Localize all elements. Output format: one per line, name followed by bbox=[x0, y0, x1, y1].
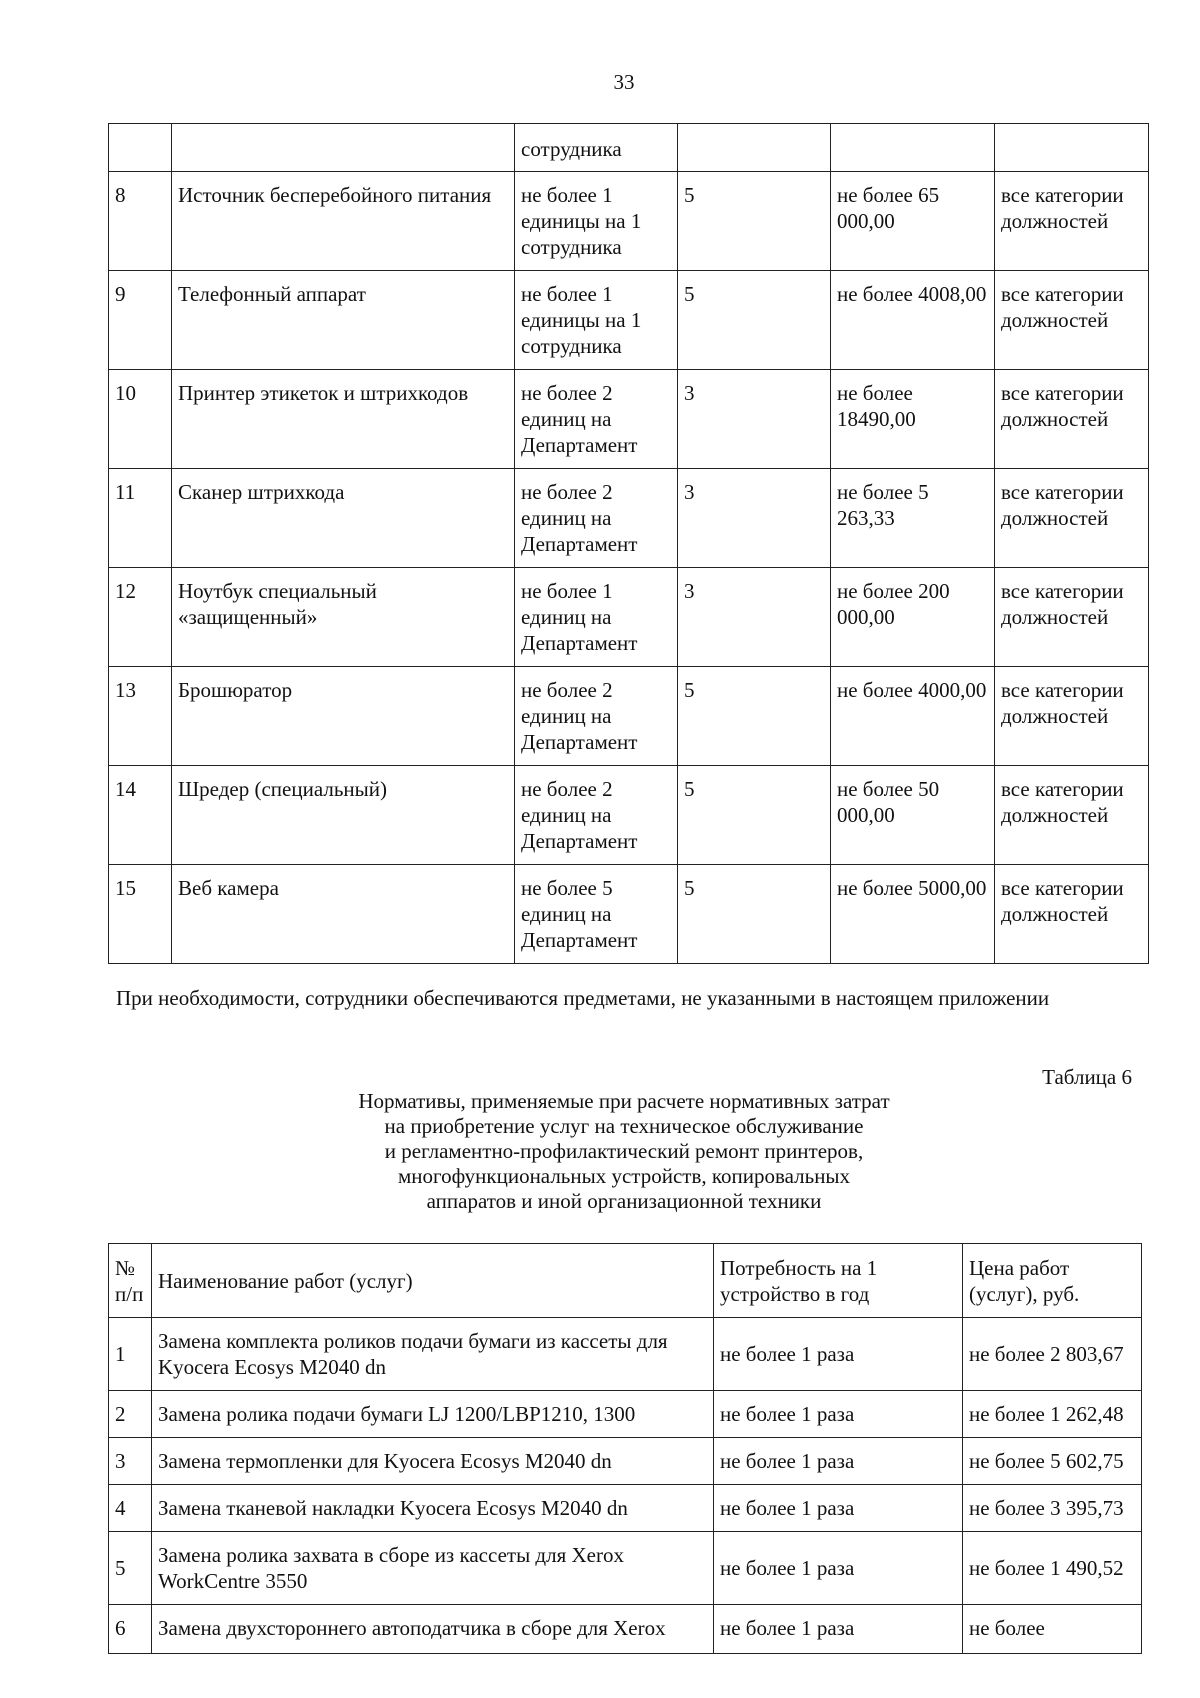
cell-qty: не более 1 единиц на Департамент bbox=[515, 568, 678, 667]
cell-category bbox=[995, 124, 1149, 172]
cell-term: 3 bbox=[678, 370, 831, 469]
cell-name: Принтер этикеток и штрихкодов bbox=[172, 370, 515, 469]
note-text: При необходимости, сотрудники обеспечиваются предметами, не указанными в настоящем приложении bbox=[116, 986, 1050, 1010]
cell-num: 11 bbox=[109, 469, 172, 568]
cell-price: не более 2 803,67 bbox=[963, 1318, 1142, 1391]
cell-price: не более 5000,00 bbox=[831, 865, 995, 964]
cell-category: все категории должностей bbox=[995, 370, 1149, 469]
cell-qty: не более 2 единиц на Департамент bbox=[515, 469, 678, 568]
table-row bbox=[109, 1532, 1142, 1605]
cell-price bbox=[831, 124, 995, 172]
table-row bbox=[109, 271, 1149, 370]
cell-num: 1 bbox=[109, 1318, 152, 1391]
cell-num: 12 bbox=[109, 568, 172, 667]
cell-name: Телефонный аппарат bbox=[172, 271, 515, 370]
cell-qty: не более 5 единиц на Департамент bbox=[515, 865, 678, 964]
cell-price: не более 50 000,00 bbox=[831, 766, 995, 865]
equipment-norms-table bbox=[108, 123, 1149, 964]
table-row bbox=[109, 469, 1149, 568]
cell-price: не более bbox=[963, 1605, 1142, 1654]
cell-category: все категории должностей bbox=[995, 667, 1149, 766]
cell-name: Ноутбук специальный «защищенный» bbox=[172, 568, 515, 667]
cell-category: все категории должностей bbox=[995, 568, 1149, 667]
cell-num: 8 bbox=[109, 172, 172, 271]
cell-qty: не более 1 единицы на 1 сотрудника bbox=[515, 271, 678, 370]
table-row bbox=[109, 370, 1149, 469]
cell-qty: не более 2 единиц на Департамент bbox=[515, 766, 678, 865]
table-title-line: на приобретение услуг на техническое обслуживание bbox=[384, 1114, 864, 1138]
cell-need: не более 1 раза bbox=[714, 1391, 963, 1438]
cell-category: все категории должностей bbox=[995, 865, 1149, 964]
table-title-line: многофункциональных устройств, копировальных bbox=[397, 1164, 851, 1188]
cell-name: Замена двухстороннего автоподатчика в сборе для Xerox bbox=[152, 1605, 714, 1654]
cell-num: 6 bbox=[109, 1605, 152, 1654]
cell-num: 10 bbox=[109, 370, 172, 469]
cell-price: не более 5 263,33 bbox=[831, 469, 995, 568]
cell-need: не более 1 раза bbox=[714, 1485, 963, 1532]
cell-name: Замена комплекта роликов подачи бумаги из кассеты для Kyocera Ecosys M2040 dn bbox=[152, 1318, 714, 1391]
header-price: Цена работ (услуг), руб. bbox=[963, 1244, 1142, 1318]
cell-qty: сотрудника bbox=[515, 124, 678, 172]
cell-name bbox=[172, 124, 515, 172]
table-row bbox=[109, 124, 1149, 172]
cell-term: 5 bbox=[678, 865, 831, 964]
table-label: Таблица 6 bbox=[1042, 1065, 1132, 1089]
table-row bbox=[109, 1605, 1142, 1654]
page-number: 33 bbox=[613, 70, 635, 94]
service-norms-table bbox=[108, 1243, 1142, 1654]
cell-name: Шредер (специальный) bbox=[172, 766, 515, 865]
cell-category: все категории должностей bbox=[995, 469, 1149, 568]
header-num: № п/п bbox=[109, 1244, 152, 1318]
table-title-line: Нормативы, применяемые при расчете нормативных затрат bbox=[358, 1089, 890, 1113]
cell-qty: не более 2 единиц на Департамент bbox=[515, 667, 678, 766]
cell-need: не более 1 раза bbox=[714, 1438, 963, 1485]
cell-term bbox=[678, 124, 831, 172]
cell-price: не более 4008,00 bbox=[831, 271, 995, 370]
cell-term: 3 bbox=[678, 469, 831, 568]
cell-category: все категории должностей bbox=[995, 271, 1149, 370]
cell-term: 5 bbox=[678, 271, 831, 370]
cell-price: не более 200 000,00 bbox=[831, 568, 995, 667]
cell-num: 4 bbox=[109, 1485, 152, 1532]
cell-price: не более 4000,00 bbox=[831, 667, 995, 766]
cell-price: не более 5 602,75 bbox=[963, 1438, 1142, 1485]
cell-name: Сканер штрихкода bbox=[172, 469, 515, 568]
cell-category: все категории должностей bbox=[995, 172, 1149, 271]
cell-need: не более 1 раза bbox=[714, 1318, 963, 1391]
cell-name: Замена ролика захвата в сборе из кассеты для Xerox WorkCentre 3550 bbox=[152, 1532, 714, 1605]
table-header-row bbox=[109, 1244, 1142, 1318]
cell-num: 2 bbox=[109, 1391, 152, 1438]
cell-term: 3 bbox=[678, 568, 831, 667]
cell-num: 3 bbox=[109, 1438, 152, 1485]
table-row bbox=[109, 1391, 1142, 1438]
cell-name: Брошюратор bbox=[172, 667, 515, 766]
cell-name: Замена термопленки для Kyocera Ecosys M2040 dn bbox=[152, 1438, 714, 1485]
cell-term: 5 bbox=[678, 766, 831, 865]
cell-price: не более 18490,00 bbox=[831, 370, 995, 469]
header-need: Потребность на 1 устройство в год bbox=[714, 1244, 963, 1318]
table-row bbox=[109, 1438, 1142, 1485]
table-title-line: и регламентно-профилактический ремонт принтеров, bbox=[384, 1139, 864, 1163]
table-row bbox=[109, 667, 1149, 766]
cell-category: все категории должностей bbox=[995, 766, 1149, 865]
cell-need: не более 1 раза bbox=[714, 1605, 963, 1654]
table-title-line: аппаратов и иной организационной техники bbox=[426, 1189, 822, 1213]
cell-num: 9 bbox=[109, 271, 172, 370]
table-row bbox=[109, 865, 1149, 964]
cell-num: 13 bbox=[109, 667, 172, 766]
table-row bbox=[109, 172, 1149, 271]
cell-num: 5 bbox=[109, 1532, 152, 1605]
cell-qty: не более 1 единицы на 1 сотрудника bbox=[515, 172, 678, 271]
table-row bbox=[109, 568, 1149, 667]
cell-name: Замена тканевой накладки Kyocera Ecosys M2040 dn bbox=[152, 1485, 714, 1532]
table-row bbox=[109, 1318, 1142, 1391]
cell-term: 5 bbox=[678, 667, 831, 766]
header-name: Наименование работ (услуг) bbox=[152, 1244, 714, 1318]
cell-term: 5 bbox=[678, 172, 831, 271]
cell-qty: не более 2 единиц на Департамент bbox=[515, 370, 678, 469]
cell-num: 15 bbox=[109, 865, 172, 964]
cell-price: не более 1 262,48 bbox=[963, 1391, 1142, 1438]
table-row bbox=[109, 766, 1149, 865]
table-title bbox=[300, 1089, 948, 1214]
cell-name: Замена ролика подачи бумаги LJ 1200/LBP1210, 1300 bbox=[152, 1391, 714, 1438]
cell-num: 14 bbox=[109, 766, 172, 865]
cell-price: не более 3 395,73 bbox=[963, 1485, 1142, 1532]
cell-name: Источник бесперебойного питания bbox=[172, 172, 515, 271]
cell-price: не более 65 000,00 bbox=[831, 172, 995, 271]
cell-num bbox=[109, 124, 172, 172]
cell-need: не более 1 раза bbox=[714, 1532, 963, 1605]
cell-price: не более 1 490,52 bbox=[963, 1532, 1142, 1605]
cell-name: Веб камера bbox=[172, 865, 515, 964]
table-row bbox=[109, 1485, 1142, 1532]
